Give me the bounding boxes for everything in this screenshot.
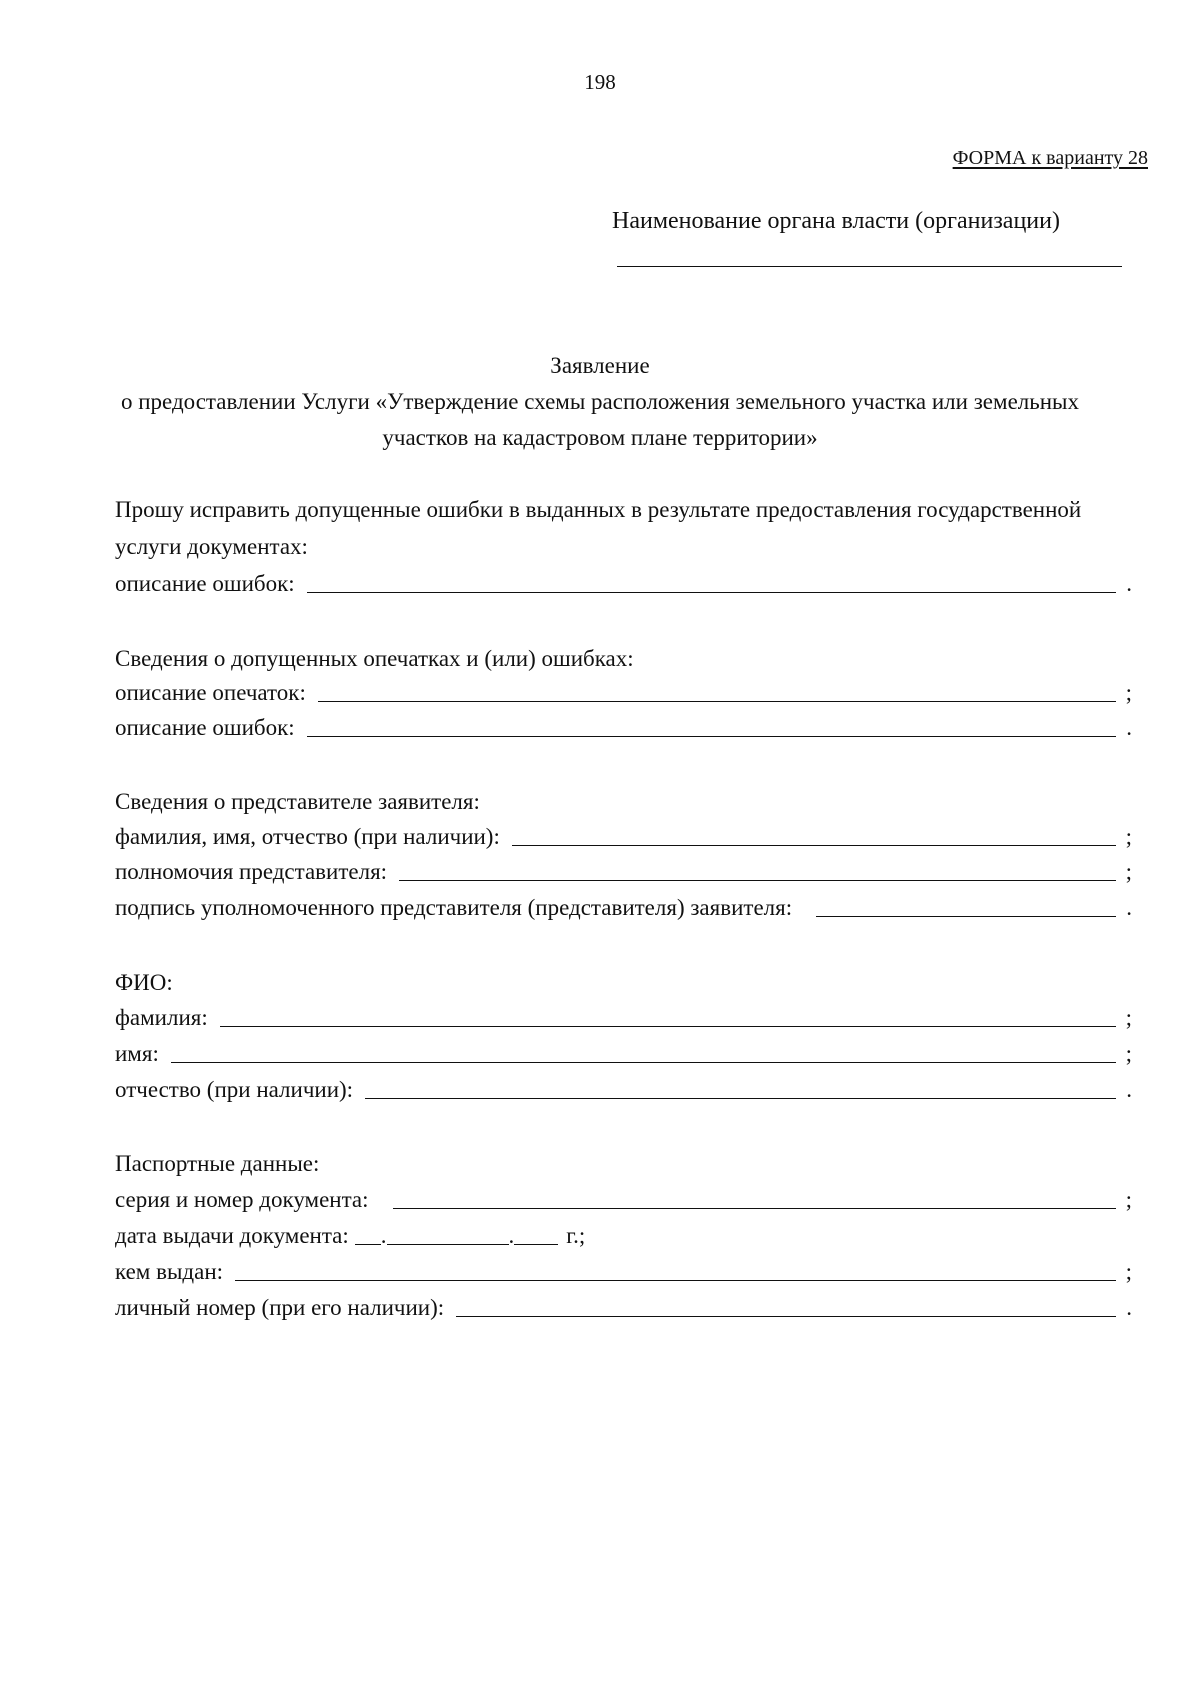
field-terminator: . <box>1126 571 1132 596</box>
errors-heading: Сведения о допущенных опечатках и (или) ошибках: <box>115 646 634 671</box>
issue-day-field[interactable] <box>355 1244 381 1245</box>
authority-name-field[interactable] <box>617 266 1122 267</box>
fio-heading: ФИО: <box>115 970 173 995</box>
field-terminator: ; <box>1125 1187 1132 1212</box>
field-label: имя: <box>115 1041 159 1066</box>
field-terminator: ; <box>1125 1259 1132 1284</box>
issue-date-row <box>115 1221 585 1251</box>
personal-number-field[interactable] <box>456 1316 1116 1317</box>
rep-signature-row <box>115 893 1132 923</box>
error-description-field-2[interactable] <box>307 736 1116 737</box>
error-description-row-2 <box>115 713 1132 743</box>
field-terminator: . <box>1126 895 1132 920</box>
personal-number-row <box>115 1293 1132 1323</box>
issued-by-field[interactable] <box>235 1280 1116 1281</box>
rep-powers-row <box>115 857 1132 887</box>
first-name-row <box>115 1039 1132 1069</box>
error-description-field[interactable] <box>307 592 1116 593</box>
document-subtitle <box>0 384 1200 456</box>
field-label: описание ошибок: <box>115 571 295 596</box>
field-label: отчество (при наличии): <box>115 1077 354 1102</box>
page-number: 198 <box>584 70 616 94</box>
issue-date-label: дата выдачи документа: <box>115 1223 349 1248</box>
field-label: подпись уполномоченного представителя (представителя) заявителя: <box>115 895 793 920</box>
field-terminator: ; <box>1125 680 1132 705</box>
patronymic-field[interactable] <box>365 1098 1116 1099</box>
field-terminator: . <box>1126 715 1132 740</box>
surname-field[interactable] <box>220 1026 1116 1027</box>
error-description-row-1 <box>115 569 1132 599</box>
field-terminator: ; <box>1125 1041 1132 1066</box>
representative-heading: Сведения о представителе заявителя: <box>115 789 480 814</box>
typo-description-row <box>115 678 1132 708</box>
field-label: полномочия представителя: <box>115 859 388 884</box>
form-reference: ФОРМА к варианту 28 <box>952 147 1148 169</box>
field-label: описание опечаток: <box>115 680 306 705</box>
issue-month-field[interactable] <box>387 1244 509 1245</box>
request-paragraph: Прошу исправить допущенные ошибки в выданных в результате предоставления государственной услуги документах: <box>115 497 1082 559</box>
issue-year-field[interactable] <box>514 1244 558 1245</box>
date-separator: . <box>380 1223 387 1248</box>
passport-heading: Паспортные данные: <box>115 1151 320 1176</box>
patronymic-row <box>115 1075 1132 1105</box>
rep-full-name-row <box>115 822 1132 852</box>
field-terminator: ; <box>1125 1005 1132 1030</box>
field-terminator: ; <box>1125 824 1132 849</box>
subtitle-line-1: о предоставлении Услуги «Утверждение схемы расположения земельного участка или земельных <box>120 389 1079 414</box>
field-label: фамилия: <box>115 1005 208 1030</box>
rep-full-name-field[interactable] <box>512 845 1116 846</box>
authority-label: Наименование органа власти (организации) <box>612 208 1060 234</box>
field-terminator: . <box>1126 1295 1132 1320</box>
date-separator: . <box>508 1223 515 1248</box>
field-label: личный номер (при его наличии): <box>115 1295 445 1320</box>
field-label: описание ошибок: <box>115 715 295 740</box>
field-label: кем выдан: <box>115 1259 224 1284</box>
year-suffix: г.; <box>566 1223 586 1248</box>
first-name-field[interactable] <box>171 1062 1116 1063</box>
rep-powers-field[interactable] <box>399 880 1116 881</box>
document-title: Заявление <box>550 353 650 378</box>
doc-series-number-field[interactable] <box>393 1208 1116 1209</box>
field-label: серия и номер документа: <box>115 1187 369 1212</box>
doc-series-number-row <box>115 1185 1132 1215</box>
typo-description-field[interactable] <box>318 701 1116 702</box>
field-terminator: ; <box>1125 859 1132 884</box>
field-label: фамилия, имя, отчество (при наличии): <box>115 824 500 849</box>
field-terminator: . <box>1126 1077 1132 1102</box>
rep-signature-field[interactable] <box>816 916 1116 917</box>
surname-row <box>115 1003 1132 1033</box>
subtitle-line-2: участков на кадастровом плане территории» <box>382 425 818 450</box>
issued-by-row <box>115 1257 1132 1287</box>
